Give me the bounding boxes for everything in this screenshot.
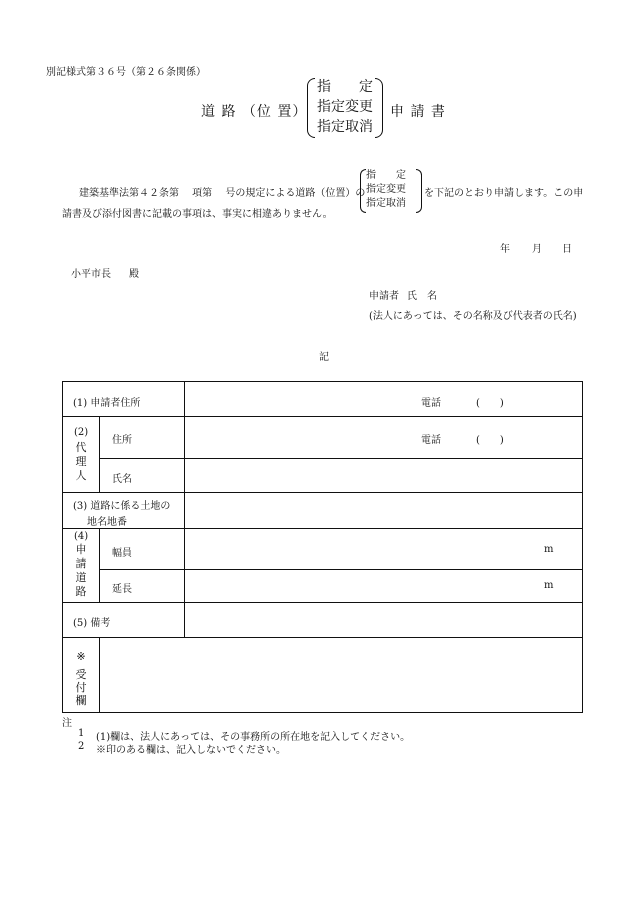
width-field[interactable] (186, 530, 536, 568)
table-rule (99, 528, 100, 602)
agent-number: (2) (74, 427, 89, 438)
road-vertical-label: 申 請 道 路 (75, 543, 87, 598)
form-number: 別記様式第３６号（第２６条関係） (46, 67, 206, 78)
agent-phone-field[interactable]: ( ) (476, 435, 504, 446)
date-year: 年 (500, 244, 510, 255)
title-brace-left (307, 78, 315, 138)
table-rule (184, 381, 185, 637)
title-option: 指定変更 (317, 99, 373, 115)
applicant-note: (法人にあっては、その名称及び代表者の氏名) (369, 311, 577, 322)
length-unit: m (544, 580, 554, 591)
applicant-label: 申請者 (369, 291, 399, 302)
intro-options (366, 169, 406, 211)
intro-option: 指 定 (366, 170, 406, 181)
title-brace-right (375, 78, 383, 138)
title-left: 道 路 （位 置） (201, 104, 308, 120)
intro-line2: 請書及び添付図書に記載の事項は、事実に相違ありません。 (62, 209, 333, 220)
addressee-honorific: 殿 (129, 269, 139, 280)
title-options (317, 77, 373, 137)
table-rule (62, 416, 583, 417)
intro-option: 指定変更 (366, 184, 406, 195)
width-label: 幅員 (112, 548, 132, 559)
agent-phone-label: 電話 (421, 435, 441, 446)
length-label: 延長 (112, 584, 132, 595)
intro-option: 指定取消 (366, 198, 406, 209)
note-number: 1 (78, 728, 85, 739)
note-text: ※印のある欄は、記入しないでください。 (96, 745, 286, 756)
table-rule (62, 528, 583, 529)
applicant-address-label: (1) 申請者住所 (73, 398, 141, 409)
ki-heading: 記 (319, 352, 329, 363)
date-day: 日 (562, 244, 572, 255)
agent-address-label: 住所 (112, 435, 132, 446)
table-rule (99, 569, 583, 570)
addressee-name: 小平市長 (71, 269, 111, 280)
title-option: 指 定 (317, 79, 373, 95)
table-border (62, 381, 63, 713)
phone-label: 電話 (421, 398, 441, 409)
width-unit: m (544, 544, 554, 555)
note-text: (1)欄は、法人にあっては、その事務所の所在地を記入してください。 (96, 732, 411, 743)
applicant-name-label: 氏 名 (407, 291, 437, 302)
note-number: 2 (78, 741, 85, 752)
agent-name-label: 氏名 (112, 474, 132, 485)
land-location-label: (3) 道路に係る土地の (73, 501, 171, 512)
applicant-address-field[interactable] (186, 383, 411, 415)
remarks-label: (5) 備考 (73, 618, 111, 629)
table-border (582, 381, 583, 713)
table-rule (62, 637, 583, 638)
table-border (62, 712, 583, 713)
notes-title: 注 (62, 718, 72, 729)
table-rule (62, 492, 583, 493)
table-rule (99, 637, 100, 712)
length-field[interactable] (186, 571, 536, 601)
agent-name-field[interactable] (186, 460, 581, 491)
title-option: 指定取消 (317, 119, 373, 135)
title-right: 申 請 書 (390, 104, 446, 120)
agent-vertical-label: 代 理 人 (75, 441, 87, 482)
table-border (62, 381, 583, 382)
receipt-vertical-label: ※ 受 付 欄 (75, 650, 87, 707)
remarks-field[interactable] (186, 604, 581, 636)
intro-line1-after: を下記のとおり申請します。この申 (424, 188, 584, 199)
intro-line1-before: 建築基準法第４２条第 項第 号の規定による道路（位置）の (79, 188, 366, 199)
land-location-field[interactable] (186, 494, 581, 527)
road-number: (4) (74, 531, 89, 542)
table-rule (62, 602, 583, 603)
phone-field[interactable]: ( ) (476, 398, 504, 409)
table-rule (99, 416, 100, 492)
land-location-label-2: 地名地番 (87, 517, 127, 528)
intro-brace-right (416, 169, 422, 213)
table-rule (99, 458, 583, 459)
date-month: 月 (532, 244, 542, 255)
